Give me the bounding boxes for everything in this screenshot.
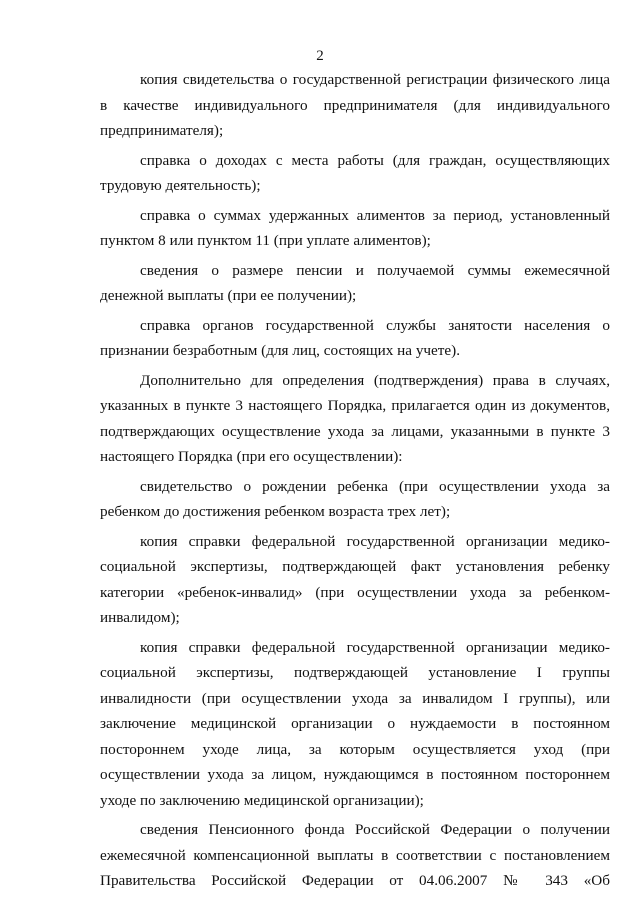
- document-body: [100, 67, 610, 894]
- text-line: категории «ребенок-инвалид» (при осуществлении ухода за ребенком-: [100, 583, 610, 601]
- text-line: инвалидности (при осуществлении ухода за инвалидом I группы), или: [100, 689, 610, 707]
- text-line: копия свидетельства о государственной регистрации физического лица: [140, 71, 610, 88]
- text-line: постороннем уходе лица, за которым осуществляется уход (при: [100, 740, 610, 758]
- text-line: свидетельство о рождении ребенка (при осуществлении ухода за: [140, 477, 610, 495]
- text-line: предпринимателя);: [100, 122, 224, 139]
- text-line: трудовую деятельность);: [100, 177, 261, 194]
- text-line: Правительства Российской Федерации от 04.06.2007 № 343 «Об: [100, 872, 610, 889]
- text-line: заключение медицинской организации о нуждаемости в постоянном: [100, 715, 610, 732]
- paragraph: [100, 635, 610, 814]
- text-line: справка о суммах удержанных алиментов за период, установленный: [140, 206, 610, 224]
- paragraph: [100, 368, 610, 470]
- paragraph: [100, 203, 610, 254]
- text-line: пунктом 8 или пунктом 11 (при уплате алиментов);: [100, 232, 431, 249]
- paragraph: [100, 258, 610, 309]
- text-line: признании безработным (для лиц, состоящих на учете).: [100, 342, 461, 359]
- page-number: 2: [316, 48, 324, 64]
- paragraph: [100, 313, 610, 364]
- text-line: сведения Пенсионного фонда Российской Федерации о получении: [140, 821, 610, 838]
- text-line: справка о доходах с места работы (для граждан, осуществляющих: [140, 151, 610, 169]
- text-line: копия справки федеральной государственной организации медико-: [140, 638, 610, 656]
- text-line: социальной экспертизы, подтверждающей установление I группы: [100, 664, 610, 681]
- text-line: социальной экспертизы, подтверждающей факт установления ребенку: [100, 558, 610, 575]
- text-line: ежемесячной компенсационной выплаты в соответствии с постановлением: [100, 846, 610, 864]
- text-line: инвалидом);: [100, 609, 180, 626]
- text-line: настоящего Порядка (при его осуществлении):: [100, 448, 403, 465]
- text-line: денежной выплаты (при ее получении);: [100, 287, 357, 304]
- text-line: сведения о размере пенсии и получаемой суммы ежемесячной: [140, 261, 610, 279]
- text-line: ребенком до достижения ребенком возраста трех лет);: [100, 503, 451, 520]
- text-line: в качестве индивидуального предпринимателя (для индивидуального: [100, 96, 610, 114]
- text-line: осуществлении ухода за лицом, нуждающимся в постоянном постороннем: [100, 766, 610, 783]
- text-line: Дополнительно для определения (подтверждения) права в случаях,: [140, 371, 610, 389]
- paragraph: [100, 67, 610, 144]
- text-line: уходе по заключению медицинской организации);: [100, 791, 424, 809]
- paragraph: [100, 817, 610, 894]
- text-line: подтверждающих осуществление ухода за лицами, указанными в пункте 3: [100, 422, 610, 440]
- paragraph: [100, 529, 610, 631]
- text-line: справка органов государственной службы занятости населения о: [140, 316, 610, 334]
- text-line: копия справки федеральной государственной организации медико-: [140, 532, 610, 550]
- text-line: указанных в пункте 3 настоящего Порядка, прилагается один из документов,: [100, 397, 610, 414]
- paragraph: [100, 148, 610, 199]
- paragraph: [100, 474, 610, 525]
